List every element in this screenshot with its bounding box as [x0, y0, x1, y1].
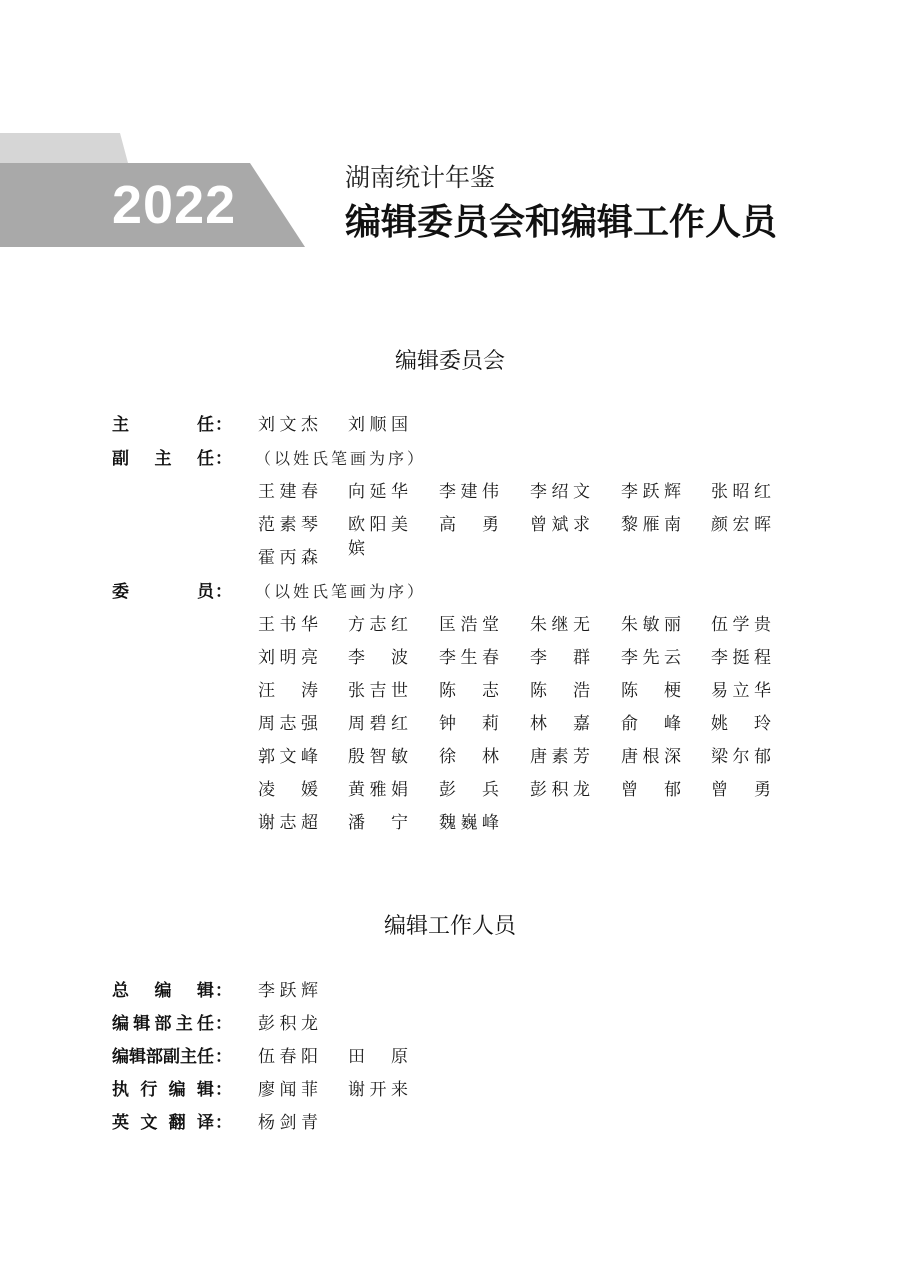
member-name: 欧阳美嫔	[348, 515, 408, 559]
member-name: 梁尔郁	[711, 747, 771, 767]
member-name: 殷智敏	[348, 747, 408, 767]
member-name: 李跃辉	[621, 482, 681, 502]
member-name: 刘明亮	[258, 648, 318, 668]
member-name: 周志强	[258, 714, 318, 734]
member-name: 凌 媛	[258, 780, 318, 800]
members-order-note: （以姓氏笔画为序）	[255, 582, 427, 601]
deputy-order-note: （以姓氏笔画为序）	[255, 449, 427, 468]
staff-name: 伍春阳	[258, 1047, 318, 1067]
member-name: 唐素芳	[530, 747, 590, 767]
member-name: 谢志超	[258, 813, 318, 833]
staff-heading: 编辑工作人员	[383, 914, 516, 939]
member-name: 张昭红	[711, 482, 771, 502]
staff-name: 杨剑青	[258, 1113, 318, 1133]
year-label: 2022	[112, 175, 237, 235]
member-name: 李先云	[621, 648, 681, 668]
member-name: 彭积龙	[530, 780, 590, 800]
member-name: 曾斌求	[530, 515, 590, 535]
member-name: 霍丙森	[258, 548, 318, 568]
member-name: 黎雁南	[621, 515, 681, 535]
member-name: 潘 宁	[348, 813, 408, 833]
member-name: 周碧红	[348, 714, 408, 734]
member-name: 方志红	[348, 615, 408, 635]
staff-name: 田 原	[348, 1047, 408, 1067]
member-name: 徐 林	[439, 747, 499, 767]
member-name: 王书华	[258, 615, 318, 635]
member-name: 陈 浩	[530, 681, 590, 701]
director-name: 刘顺国	[348, 415, 408, 435]
staff-role-label: 总 编 辑 ：	[112, 981, 232, 1001]
yearbook-name: 湖南统计年鉴	[345, 163, 496, 192]
staff-role-label: 英文翻译 ：	[112, 1113, 232, 1133]
member-name: 易立华	[711, 681, 771, 701]
staff-role-label: 编辑部副主任 ：	[112, 1047, 232, 1067]
member-name: 李挺程	[711, 648, 771, 668]
member-name: 唐根深	[621, 747, 681, 767]
member-name: 俞 峰	[621, 714, 681, 734]
deputy-label: 副 主 任 ：	[112, 449, 232, 469]
members-label: 委 员 ：	[112, 582, 232, 602]
member-name: 张吉世	[348, 681, 408, 701]
member-name: 李 波	[348, 648, 408, 668]
staff-name: 彭积龙	[258, 1014, 318, 1034]
member-name: 李绍文	[530, 482, 590, 502]
member-name: 范素琴	[258, 515, 318, 535]
member-name: 颜宏晖	[711, 515, 771, 535]
member-name: 陈 志	[439, 681, 499, 701]
staff-name: 李跃辉	[258, 981, 318, 1001]
member-name: 黄雅娟	[348, 780, 408, 800]
member-name: 匡浩堂	[439, 615, 499, 635]
member-name: 郭文峰	[258, 747, 318, 767]
member-name: 汪 涛	[258, 681, 318, 701]
member-name: 李生春	[439, 648, 499, 668]
member-name: 李建伟	[439, 482, 499, 502]
member-name: 伍学贵	[711, 615, 771, 635]
member-name: 钟 莉	[439, 714, 499, 734]
member-name: 向延华	[348, 482, 408, 502]
member-name: 林 嘉	[530, 714, 590, 734]
member-name: 曾 郁	[621, 780, 681, 800]
staff-role-label: 执行编辑 ：	[112, 1080, 232, 1100]
page-title: 编辑委员会和编辑工作人员	[345, 202, 778, 243]
member-name: 朱敏丽	[621, 615, 681, 635]
director-label: 主 任 ：	[112, 415, 232, 435]
member-name: 陈 梗	[621, 681, 681, 701]
member-name: 高 勇	[439, 515, 499, 535]
member-name: 李 群	[530, 648, 590, 668]
member-name: 姚 玲	[711, 714, 771, 734]
staff-name: 谢开来	[348, 1080, 408, 1100]
member-name: 彭 兵	[439, 780, 499, 800]
banner-light-strip	[0, 133, 128, 163]
member-name: 魏巍峰	[439, 813, 499, 833]
member-name: 朱继无	[530, 615, 590, 635]
staff-name: 廖闻菲	[258, 1080, 318, 1100]
director-name: 刘文杰	[258, 415, 318, 435]
staff-role-label: 编辑部主任 ：	[112, 1014, 232, 1034]
member-name: 王建春	[258, 482, 318, 502]
member-name: 曾 勇	[711, 780, 771, 800]
committee-heading: 编辑委员会	[394, 349, 505, 374]
